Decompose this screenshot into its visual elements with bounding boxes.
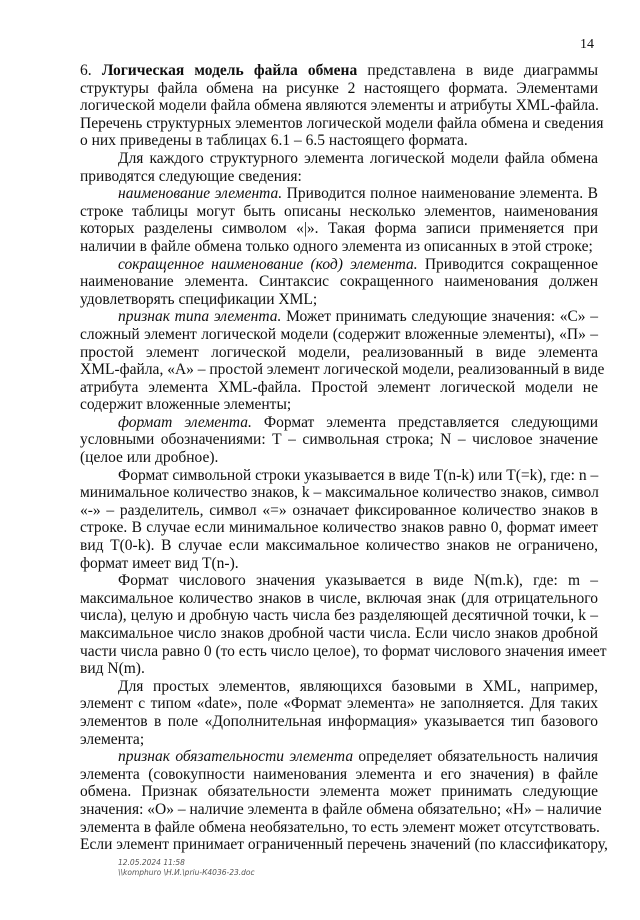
text-run: Перечень структурных элементов логической модели файла обмена и сведения [80, 114, 604, 132]
text-run: строке таблицы могут быть описаны несколько элементов, наименования [80, 202, 598, 220]
text-line [80, 114, 604, 133]
text-line [80, 379, 598, 397]
text-line [80, 836, 608, 854]
text-line [118, 467, 598, 485]
text-line [80, 660, 598, 678]
text-run: Приводится полное наименование элемента. В [282, 185, 598, 203]
italic-term: наименование элемента. [118, 185, 283, 203]
text-line [118, 256, 598, 274]
text-line [80, 590, 598, 608]
text-line [80, 537, 598, 555]
text-line [80, 766, 598, 784]
italic-term: формат элемента. [118, 413, 252, 431]
text-line [80, 168, 598, 186]
text-line [80, 607, 598, 625]
text-run: минимальное количество знаков, k – максимальное количество знаков, символ [80, 484, 599, 502]
text-line [80, 431, 598, 449]
text-run: максимальное количество знаков в числе, включая знак (для отрицательного [80, 589, 598, 607]
text-run: обмена. Признак обязательности элемента может принимать следующие [80, 783, 598, 801]
file-footer [118, 858, 255, 877]
page-number: 14 [580, 37, 594, 52]
text-line [118, 414, 598, 432]
text-line [80, 273, 598, 291]
text-run: Для каждого структурного элемента логической модели файла обмена [118, 149, 598, 167]
text-line [80, 291, 598, 309]
text-run: представлена в виде диаграммы [357, 62, 599, 79]
text-run: Может принимать следующие значения: «С» – [281, 308, 598, 326]
footer-file-path: \\komphuro \Н.И.\priu-К4036-23.doc [118, 867, 255, 877]
text-run: максимальное число знаков дробной части числа. Если число знаков дробной [80, 625, 598, 642]
text-run: элементов в поле «Дополнительная информация» указывается тип базового [80, 712, 598, 730]
text-run: наличии в файле обмена только одного элемента из описанных в этой строке; [80, 237, 593, 255]
text-run: определяет обязательность наличия [353, 748, 599, 766]
text-run: числа), целую и дробную часть числа без разделяющей десятичной точки, k – [80, 607, 598, 625]
text-line [80, 519, 598, 537]
text-line [80, 238, 598, 256]
text-run: которых разделены символом «|». Такая форма записи применяется при [80, 220, 598, 238]
text-run: Приводится сокращенное [417, 255, 598, 273]
text-run: приводятся следующие сведения: [80, 167, 302, 185]
text-run: логической модели файла обмена являются элементы и атрибуты XML-файла. [80, 97, 599, 115]
text-line [80, 625, 598, 643]
text-line [80, 80, 598, 98]
text-run: строке. В случае если минимальное количество знаков равно 0, формат имеет [80, 519, 598, 537]
text-line [80, 132, 598, 150]
text-run: Для простых элементов, являющихся базовыми в XML, например, [118, 677, 598, 695]
text-run: структуры файла обмена на рисунке 2 настоящего формата. Элементами [80, 79, 598, 97]
text-line [80, 695, 598, 713]
text-run: простой элемент логической модели, реализованный в виде элемента [80, 343, 598, 361]
text-line [118, 678, 598, 696]
italic-term: сокращенное наименование (код) элемента. [118, 255, 418, 273]
text-line [80, 642, 607, 661]
text-run: элемент с типом «date», поле «Формат элемента» не заполняется. Для таких [80, 695, 598, 713]
text-line [80, 783, 598, 801]
text-run: формат имеет вид Т(n-). [80, 554, 239, 572]
text-line [80, 800, 602, 819]
text-line [118, 185, 598, 203]
text-line [80, 819, 598, 837]
text-run: условными обозначениями: Т – символьная строка; N – числовое значение [80, 431, 598, 449]
text-run: 6. [80, 62, 102, 79]
text-line [118, 572, 598, 590]
text-line [80, 344, 598, 362]
italic-term: признак типа элемента. [118, 308, 282, 326]
text-run: вид N(m). [80, 660, 145, 678]
text-run: Формат элемента представляется следующими [251, 413, 599, 431]
text-line [80, 220, 598, 238]
bold-term: Логическая модель файла обмена [101, 62, 358, 79]
text-line [118, 150, 598, 168]
text-line [80, 203, 598, 221]
text-run: о них приведены в таблицах 6.1 – 6.5 настоящего формата. [80, 132, 468, 150]
text-line [80, 713, 598, 731]
text-line [80, 97, 598, 115]
text-run: «-» – разделитель, символ «=» означает фиксированное количество знаков в [80, 501, 598, 519]
italic-term: признак обязательности элемента [118, 748, 354, 766]
text-run: (целое или дробное). [80, 449, 219, 467]
text-run: элемента; [80, 730, 145, 748]
text-line [80, 396, 598, 414]
text-line [80, 361, 605, 379]
body-text [80, 62, 608, 854]
footer-timestamp: 12.05.2024 11:58 [118, 858, 185, 867]
text-line [80, 731, 598, 749]
text-line [80, 555, 598, 573]
text-run: содержит вложенные элементы; [80, 396, 292, 414]
text-run: Формат символьной строки указывается в виде Т(n-k) или Т(=k), где: n – [118, 466, 599, 484]
text-run: XML-файла, «А» – простой элемент логической модели, реализованный в виде [80, 361, 605, 379]
text-run: удовлетворять спецификации XML; [80, 290, 318, 308]
text-line [80, 62, 598, 80]
text-run: Если элемент принимает ограниченный перечень значений (по классификатору, [80, 836, 608, 854]
text-line [118, 748, 598, 766]
text-line [80, 502, 598, 520]
text-run: значения: «О» – наличие элемента в файле обмена обязательно; «Н» – наличие [80, 800, 602, 818]
text-run: наименование элемента. Синтаксис сокращенного наименования должен [80, 273, 598, 291]
text-line [80, 449, 598, 467]
text-run: сложный элемент логической модели (содержит вложенные элементы), «П» – [80, 325, 598, 343]
text-run: вид Т(0-k). В случае если максимальное количество знаков не ограничено, [80, 537, 598, 555]
text-line [118, 308, 598, 326]
text-run: Формат числового значения указывается в виде N(m.k), где: m – [118, 572, 598, 590]
text-run: элемента (совокупности наименования элемента и его значения) в файле [80, 765, 598, 783]
text-run: части числа равно 0 (то есть число целое), то формат числового значения имеет [80, 642, 607, 660]
text-line [80, 484, 598, 502]
text-run: элемента в файле обмена необязательно, то есть элемент может отсутствовать. [80, 818, 600, 836]
text-line [80, 326, 598, 344]
text-run: атрибута элемента XML-файла. Простой элемент логической модели не [80, 378, 598, 396]
